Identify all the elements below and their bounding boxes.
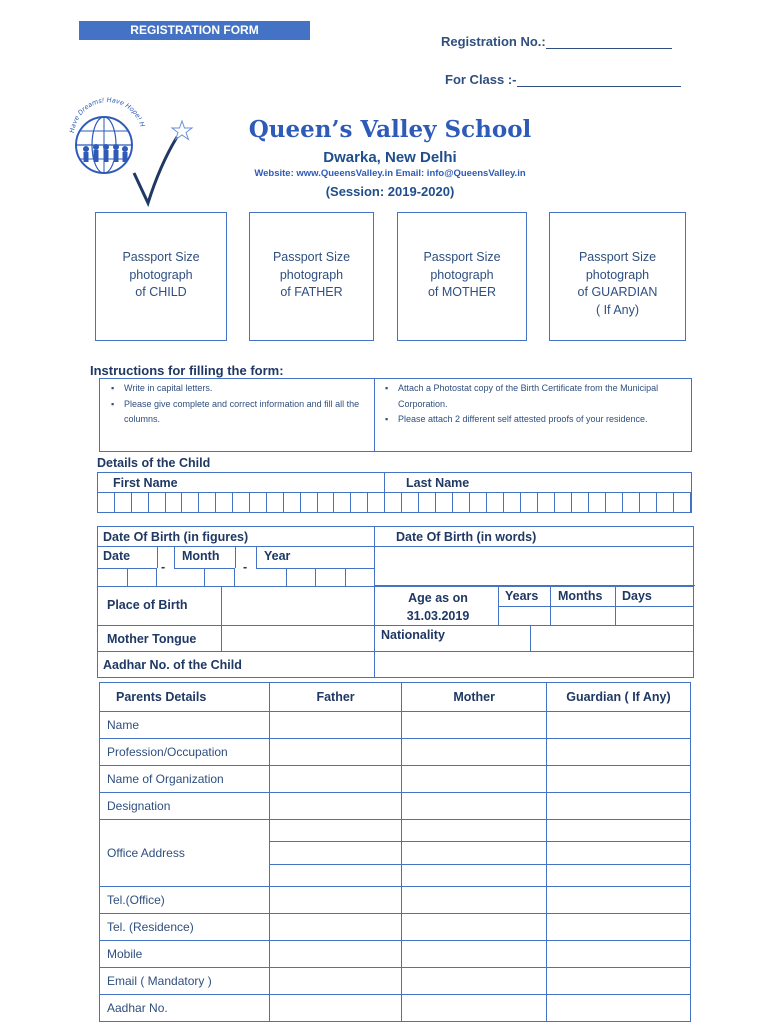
place-of-birth-input[interactable] bbox=[222, 587, 374, 625]
mother-header: Mother bbox=[402, 683, 546, 712]
mother-cell[interactable] bbox=[402, 887, 546, 914]
mother-cell[interactable] bbox=[402, 793, 546, 820]
dob-sep bbox=[235, 546, 236, 568]
photo-label-line: photograph bbox=[585, 267, 650, 282]
guardian-cell[interactable] bbox=[546, 941, 690, 968]
guardian-cell[interactable] bbox=[546, 968, 690, 995]
table-row bbox=[100, 712, 691, 739]
dob-bottom-rule bbox=[98, 586, 693, 587]
row-label: Mobile bbox=[100, 941, 270, 968]
mother-cell[interactable] bbox=[402, 914, 546, 941]
mother-cell[interactable] bbox=[402, 941, 546, 968]
year-label: Year bbox=[264, 549, 291, 563]
child-details-title: Details of the Child bbox=[97, 456, 211, 470]
father-cell[interactable] bbox=[269, 842, 402, 864]
school-city: Dwarka, New Delhi bbox=[323, 149, 457, 166]
instructions-right bbox=[380, 381, 680, 428]
place-of-birth-label: Place of Birth bbox=[107, 598, 188, 612]
father-cell[interactable] bbox=[269, 712, 402, 739]
table-row bbox=[100, 995, 691, 1022]
age-date: 31.03.2019 bbox=[406, 609, 470, 623]
father-cell[interactable] bbox=[269, 995, 402, 1022]
first-name-input-grid[interactable] bbox=[98, 493, 385, 512]
table-row bbox=[100, 766, 691, 793]
mother-cell[interactable] bbox=[402, 995, 546, 1022]
photo-box-mother[interactable] bbox=[397, 212, 527, 341]
class-label: For Class :- bbox=[445, 72, 517, 87]
photo-label-line: photograph bbox=[430, 267, 494, 282]
mother-cell[interactable] bbox=[402, 842, 546, 864]
dob-words-label: Date Of Birth (in words) bbox=[396, 530, 537, 544]
school-contact: Website: www.QueensValley.in Email: info@QueensValley.in bbox=[254, 168, 526, 179]
mother-tongue-label: Mother Tongue bbox=[107, 632, 197, 646]
father-cell[interactable] bbox=[269, 739, 402, 766]
photo-box-child[interactable] bbox=[95, 212, 227, 341]
mother-cell[interactable] bbox=[402, 820, 546, 842]
age-as-on-label: Age as on bbox=[408, 591, 468, 605]
photo-label-line: Passport Size bbox=[272, 250, 351, 264]
guardian-cell[interactable] bbox=[546, 793, 690, 820]
age-label bbox=[378, 589, 498, 625]
father-header: Father bbox=[269, 683, 402, 712]
mother-cell[interactable] bbox=[402, 766, 546, 793]
year-input-grid[interactable] bbox=[257, 569, 375, 586]
guardian-cell[interactable] bbox=[546, 739, 690, 766]
row-label: Designation bbox=[100, 793, 270, 820]
months-label: Months bbox=[558, 589, 603, 603]
registration-number-label: Registration No.: bbox=[441, 34, 546, 49]
parents-details-header: Parents Details bbox=[100, 683, 270, 712]
logo-motto: Have Dreams! Have Hope! H bbox=[67, 96, 147, 134]
photo-label-line: Passport Size bbox=[423, 250, 501, 264]
photo-label-line: photograph bbox=[129, 267, 193, 282]
first-name-label: First Name bbox=[113, 476, 178, 490]
parents-details-table bbox=[99, 682, 691, 1022]
table-row bbox=[100, 914, 691, 941]
instructions-divider bbox=[374, 379, 375, 451]
dob-sep bbox=[174, 546, 175, 568]
photo-box-guardian[interactable] bbox=[549, 212, 686, 341]
globe-logo-icon bbox=[62, 95, 202, 210]
school-logo bbox=[62, 95, 202, 210]
father-cell[interactable] bbox=[269, 914, 402, 941]
registration-number-field[interactable] bbox=[546, 34, 672, 49]
dob-sep bbox=[256, 546, 257, 568]
table-header-row bbox=[100, 683, 691, 712]
instruction-item: ▪ Please attach 2 different self attested proofs of your residence. bbox=[398, 412, 680, 428]
guardian-cell[interactable] bbox=[546, 820, 690, 842]
aadhar-child-input[interactable] bbox=[375, 652, 693, 677]
guardian-cell[interactable] bbox=[546, 887, 690, 914]
dob-words-input[interactable] bbox=[375, 547, 695, 586]
father-cell[interactable] bbox=[269, 887, 402, 914]
father-cell[interactable] bbox=[269, 820, 402, 842]
photo-label-line: of FATHER bbox=[280, 285, 343, 299]
dob-sep bbox=[157, 546, 158, 568]
dob-figures-label: Date Of Birth (in figures) bbox=[103, 530, 249, 544]
last-name-label: Last Name bbox=[406, 476, 470, 490]
table-row bbox=[100, 739, 691, 766]
table-row bbox=[100, 887, 691, 914]
mother-cell[interactable] bbox=[402, 864, 546, 886]
father-cell[interactable] bbox=[269, 793, 402, 820]
month-input-grid[interactable] bbox=[175, 569, 235, 586]
nationality-input[interactable] bbox=[531, 626, 693, 650]
row-label: Tel.(Office) bbox=[100, 887, 270, 914]
age-rule bbox=[498, 606, 693, 607]
table-row bbox=[100, 793, 691, 820]
row-label: Email ( Mandatory ) bbox=[100, 968, 270, 995]
years-label: Years bbox=[505, 589, 539, 603]
photo-label-line: of MOTHER bbox=[427, 285, 497, 299]
last-name-input-grid[interactable] bbox=[385, 493, 691, 512]
dob-rule bbox=[98, 546, 374, 547]
dob-dash: - bbox=[161, 560, 166, 574]
row-label: Office Address bbox=[100, 820, 270, 887]
instruction-item: ▪ Please give complete and correct information and fill all the columns. bbox=[124, 397, 364, 428]
mother-cell[interactable] bbox=[402, 739, 546, 766]
photo-label-line: photograph bbox=[279, 267, 344, 282]
row-label: Tel. (Residence) bbox=[100, 914, 270, 941]
registration-number-row bbox=[441, 34, 672, 49]
aadhar-child-label: Aadhar No. of the Child bbox=[103, 658, 242, 672]
instruction-item: ▪ Write in capital letters. bbox=[124, 381, 364, 397]
instructions-box bbox=[99, 378, 692, 452]
date-input-grid[interactable] bbox=[98, 569, 157, 586]
guardian-cell[interactable] bbox=[546, 995, 690, 1022]
photo-label-line: Passport Size bbox=[578, 250, 657, 264]
class-field[interactable] bbox=[517, 72, 681, 87]
guardian-cell[interactable] bbox=[546, 712, 690, 739]
father-cell[interactable] bbox=[269, 864, 402, 886]
instructions-left bbox=[106, 381, 364, 428]
school-name: Queen’s Valley School bbox=[248, 116, 532, 143]
row-label: Aadhar No. bbox=[100, 995, 270, 1022]
father-cell[interactable] bbox=[269, 766, 402, 793]
table-row bbox=[100, 968, 691, 995]
name-section bbox=[97, 472, 692, 513]
session: (Session: 2019-2020) bbox=[325, 184, 455, 199]
nationality-label: Nationality bbox=[381, 628, 445, 642]
mother-cell[interactable] bbox=[402, 968, 546, 995]
instruction-item: ▪ Attach a Photostat copy of the Birth Certificate from the Municipal Corporation. bbox=[398, 381, 680, 412]
row-label: Name bbox=[100, 712, 270, 739]
dob-section bbox=[97, 526, 694, 678]
mother-tongue-input[interactable] bbox=[222, 626, 374, 650]
form-title-banner: REGISTRATION FORM bbox=[79, 21, 310, 40]
class-row bbox=[445, 72, 681, 87]
table-row bbox=[100, 820, 691, 842]
instructions-title: Instructions for filling the form: bbox=[90, 363, 284, 378]
mother-cell[interactable] bbox=[402, 712, 546, 739]
row-label: Name of Organization bbox=[100, 766, 270, 793]
guardian-cell[interactable] bbox=[546, 766, 690, 793]
row-label: Profession/Occupation bbox=[100, 739, 270, 766]
photo-label-line: Passport Size bbox=[122, 250, 200, 264]
days-label: Days bbox=[622, 589, 652, 603]
guardian-cell[interactable] bbox=[546, 842, 690, 864]
guardian-cell[interactable] bbox=[546, 864, 690, 886]
guardian-header: Guardian ( If Any) bbox=[546, 683, 690, 712]
photo-box-father[interactable] bbox=[249, 212, 374, 341]
dob-dash: - bbox=[243, 560, 248, 574]
date-label: Date bbox=[103, 549, 131, 563]
guardian-cell[interactable] bbox=[546, 914, 690, 941]
father-cell[interactable] bbox=[269, 941, 402, 968]
photo-label-line: of GUARDIAN bbox=[577, 285, 658, 299]
table-row bbox=[100, 941, 691, 968]
month-label: Month bbox=[182, 549, 220, 563]
photo-label-line: ( If Any) bbox=[595, 302, 640, 317]
photo-label-line: of CHILD bbox=[135, 285, 187, 299]
father-cell[interactable] bbox=[269, 968, 402, 995]
